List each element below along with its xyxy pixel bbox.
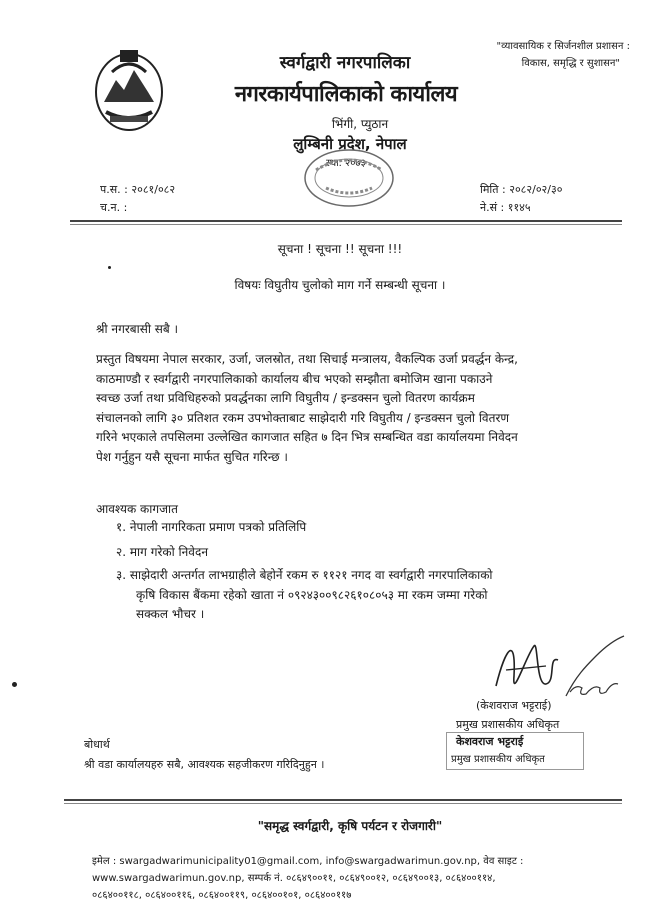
signatory-name: (केशवराज भट्टराई) [476,699,552,712]
signature-stamp-name: केशवराज भट्टराई [456,735,524,748]
paragraph-line: प्रस्तुत विषयमा नेपाल सरकार, उर्जा, जलस्रोत, तथा सिचाई मन्त्रालय, वैकल्पिक उर्जा प्रवर्द्धन केन्द्र, [96,352,518,366]
signature-stamp-title: प्रमुख प्रशासकीय अधिकृत [451,754,545,765]
header-divider [70,220,622,222]
document-item-line: कृषि विकास बैंकमा रहेको खाता नं ०९२४३००९८२६१०८०५३ मा रकम जम्मा गरेको [136,587,488,602]
paragraph-line: पेश गर्नुहुन यसै सूचना मार्फत सुचित गरिन्छ । [96,449,288,464]
document-item [116,566,621,625]
paragraph-line: संचालनको लागि ३० प्रतिशत रकम उपभोक्ताबाट साझेदारी गरि विघुतीय / इन्डक्सन चुलो वितरण [96,410,510,425]
signatory-title: प्रमुख प्रशासकीय अधिकृत [456,718,560,731]
required-documents-heading: आवश्यक कागजात [96,502,178,516]
addressee: श्री नगरबासी सबै । [96,322,179,336]
government-emblem-logo [92,42,166,134]
location-line: भिंगी, प्युठान [331,117,389,131]
document-item-line: सक्कल भौचर । [136,607,205,622]
scan-speck [108,266,111,269]
footer-divider [64,799,622,801]
subject-line: विषयः विघुतीय चुलोको माग गर्ने सम्बन्धी सूचना । [234,278,446,292]
cc-line: श्री वडा कार्यालयहरु सबै, आवश्यक सहजीकरण गरिदिनुहुन । [84,758,325,771]
document-item-line: १. नेपाली नागरिकता प्रमाण पत्रको प्रतिलिपि [116,520,307,534]
letter-number: प.स. : २०८१/०८२ [100,183,176,196]
document-item [116,518,621,538]
dispatch-number: च.न. : [100,201,128,214]
footer-motto: "समृद्ध स्वर्गद्वारी, कृषि पर्यटन र रोजगारी" [257,819,443,833]
paragraph-line: गरिने भएकाले तपसिलमा उल्लेखित कागजात सहित ७ दिन भित्र सम्बन्धित वडा कार्यालयमा निवेदन [96,430,518,445]
header-divider-thin [70,224,622,225]
cc-heading: बोधार्थ [84,738,110,751]
letter-date: मिति : २०८२/०२/३० [480,183,563,196]
municipality-name: स्वर्गद्वारी नगरपालिका [279,53,411,73]
notice-heading: सूचना ! सूचना !! सूचना !!! [277,242,403,256]
document-item-line: २. माग गरेको निवेदन [116,545,208,559]
slogan-line-2: विकास, समृद्धि र सुशासन" [521,58,620,69]
office-name: नगरकार्यपालिकाको कार्यालय [234,82,458,107]
slogan-line-1: "व्यावसायिक र सिर्जनशील प्रशासन : [496,41,630,52]
document-item [116,543,621,563]
paragraph-line: स्वच्छ उर्जा तथा प्रविधिहरुको प्रवर्द्धनका लागि विघुतीय / इन्डक्सन चुलो वितरण कार्यक्रम [96,391,475,406]
office-stamp-seal [286,140,412,210]
document-item-line: ३. साझेदारी अन्तर्गत लाभग्राहीले बेहोर्ने रकम रु ११२१ नगद वा स्वर्गद्वारी नगरपालिकाको [116,568,493,582]
footer-contact-line: इमेल : swargadwarimunicipality01@gmail.com, info@swargadwarimun.gov.np, वेव साइट : [92,856,524,867]
footer-contact-line: ०८६४००११८, ०८६४००११६, ०८६४००११९, ०८६४००१०१, ०८६४००११७ [92,890,352,901]
footer-divider-thin [64,803,622,804]
paragraph-line: काठमाण्डौ र स्वर्गद्वारी नगरपालिकाको कार्यालय बीच भएको सम्झौता बमोजिम खाना पकाउने [96,371,493,386]
province-line: लुम्बिनी प्रदेश, नेपाल [293,135,407,153]
nepal-sambat-date: ने.सं : ११४५ [480,201,531,214]
established-year: स्था. २०७३ [326,158,366,169]
notice-paragraph [96,350,622,468]
footer-contact-line: www.swargadwarimun.gov.np, सम्पर्क नं. ०८६४९००११, ०८६४९००१२, ०८६४९००१३, ०८६४००११४, [92,873,496,884]
scan-speck [12,682,17,687]
